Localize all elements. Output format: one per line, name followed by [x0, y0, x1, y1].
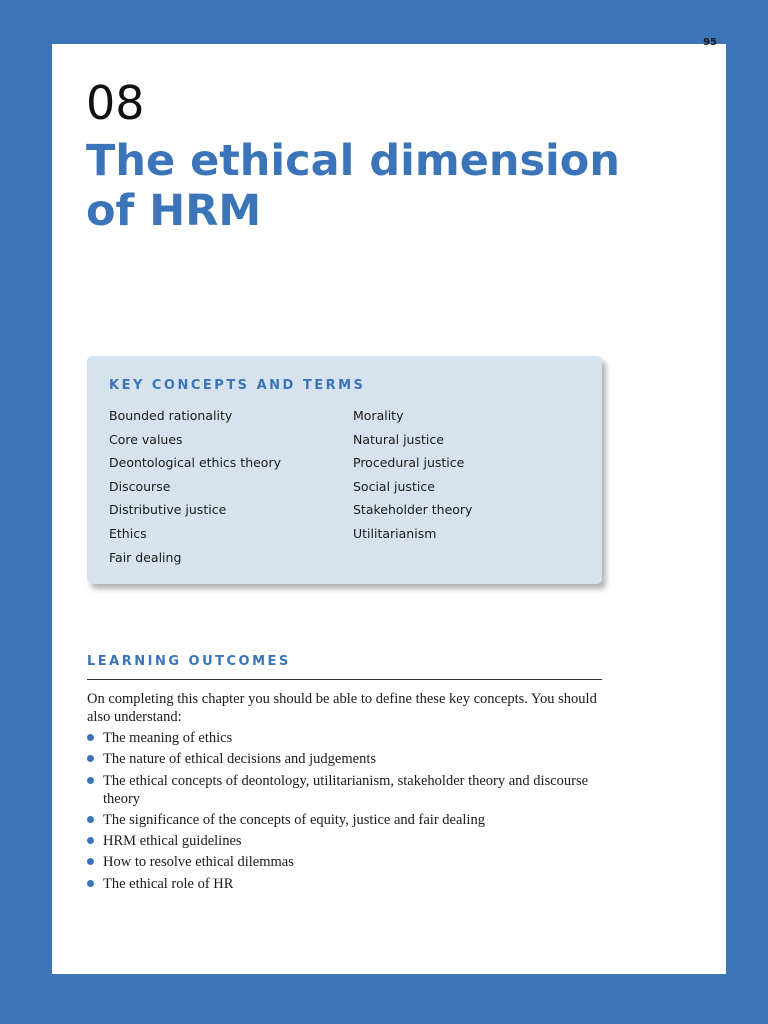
list-item	[87, 832, 607, 850]
key-term: Utilitarianism	[353, 525, 437, 541]
list-item-text: The meaning of ethics	[103, 730, 233, 746]
bullet-icon	[87, 755, 94, 762]
page	[52, 37, 726, 974]
key-term: Ethics	[109, 525, 147, 541]
key-term: Fair dealing	[109, 549, 182, 565]
key-term: Procedural justice	[353, 455, 465, 471]
list-item	[87, 729, 607, 747]
list-item-text: The ethical concepts of deontology, utilitarianism, stakeholder theory and discourse theory	[103, 772, 589, 807]
bullet-icon	[87, 837, 94, 844]
bullet-icon	[87, 777, 94, 784]
chapter-title-line-2: of HRM	[86, 186, 262, 236]
key-concepts-heading: KEY CONCEPTS AND TERMS	[109, 378, 366, 393]
list-item	[87, 875, 607, 893]
key-concepts-box	[87, 356, 602, 584]
key-concepts-left-column	[109, 404, 281, 569]
key-term: Stakeholder theory	[353, 502, 473, 518]
chapter-title-line-1: The ethical dimension	[86, 136, 620, 186]
list-item-text: HRM ethical guidelines	[103, 833, 242, 850]
page-number: 95	[703, 37, 717, 48]
key-term: Social justice	[353, 478, 435, 494]
learning-outcomes-intro: On completing this chapter you should be able to define these key concepts. You should also understand:	[87, 691, 597, 725]
key-term: Morality	[353, 408, 404, 423]
key-term: Discourse	[109, 478, 171, 494]
list-item	[87, 853, 607, 871]
chapter-title	[86, 136, 646, 236]
list-item-text: The significance of the concepts of equity, justice and fair dealing	[103, 811, 485, 828]
list-item-text: The ethical role of HR	[103, 875, 234, 892]
bullet-icon	[87, 858, 94, 865]
bullet-icon	[87, 816, 94, 823]
learning-outcomes-divider	[87, 679, 602, 680]
key-term: Deontological ethics theory	[109, 455, 281, 471]
bullet-icon	[87, 880, 94, 887]
learning-outcomes-list	[87, 729, 607, 896]
bullet-icon	[87, 734, 94, 741]
key-term: Distributive justice	[109, 502, 227, 518]
learning-outcomes-heading: LEARNING OUTCOMES	[87, 654, 291, 669]
list-item	[87, 772, 607, 808]
key-term: Core values	[109, 431, 183, 447]
chapter-number: 08	[86, 76, 145, 130]
key-term: Bounded rationality	[109, 408, 233, 423]
list-item	[87, 750, 607, 768]
list-item-text: How to resolve ethical dilemmas	[103, 854, 294, 871]
list-item-text: The nature of ethical decisions and judgements	[103, 751, 376, 768]
key-concepts-right-column	[353, 404, 472, 546]
key-term: Natural justice	[353, 431, 444, 447]
list-item	[87, 811, 607, 829]
